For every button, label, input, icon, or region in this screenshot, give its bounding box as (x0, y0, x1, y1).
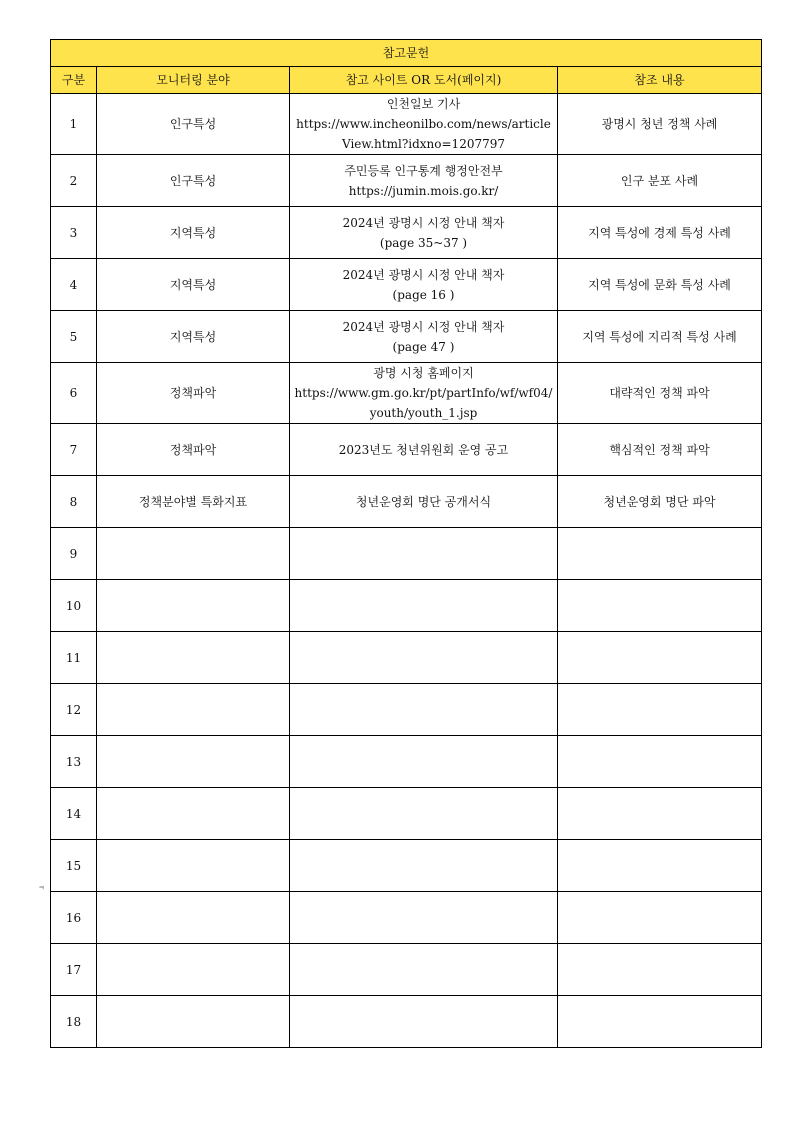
row-content (558, 996, 762, 1048)
row-field (97, 788, 290, 840)
row-field: 지역특성 (97, 259, 290, 311)
table-title-row (51, 40, 762, 67)
row-content: 청년운영회 명단 파악 (558, 476, 762, 528)
row-number: 17 (51, 944, 97, 996)
row-content: 지역 특성에 지리적 특성 사례 (558, 311, 762, 363)
row-source (290, 528, 558, 580)
row-content: 지역 특성에 문화 특성 사례 (558, 259, 762, 311)
table-row (51, 892, 762, 944)
row-source (290, 424, 558, 476)
row-source (290, 580, 558, 632)
table-row (51, 528, 762, 580)
source-line: 주민등록 인구통계 행정안전부 (344, 163, 503, 178)
table-row (51, 94, 762, 155)
row-source (290, 363, 558, 424)
source-line: 2024년 광명시 시정 안내 책자 (342, 215, 505, 230)
row-field: 인구특성 (97, 155, 290, 207)
table-row (51, 311, 762, 363)
table-row (51, 944, 762, 996)
source-line: https://www.gm.go.kr/pt/partInfo/wf/wf04/youth/youth_1.jsp (294, 386, 553, 420)
source-line: 2023년도 청년위원회 운영 공고 (338, 442, 509, 457)
table-header-row (51, 67, 762, 94)
table-row (51, 996, 762, 1048)
row-number: 2 (51, 155, 97, 207)
row-field (97, 580, 290, 632)
row-number: 5 (51, 311, 97, 363)
row-field (97, 632, 290, 684)
row-content: 지역 특성에 경제 특성 사례 (558, 207, 762, 259)
row-content (558, 892, 762, 944)
row-content (558, 632, 762, 684)
header-source: 참고 사이트 OR 도서(페이지) (290, 67, 558, 94)
header-number: 구분 (51, 67, 97, 94)
row-field: 지역특성 (97, 207, 290, 259)
row-number: 16 (51, 892, 97, 944)
row-number: 9 (51, 528, 97, 580)
row-source (290, 311, 558, 363)
row-content (558, 528, 762, 580)
row-content: 대략적인 정책 파악 (558, 363, 762, 424)
table-row (51, 476, 762, 528)
row-number: 18 (51, 996, 97, 1048)
row-field (97, 892, 290, 944)
table-row (51, 788, 762, 840)
table-body (51, 94, 762, 1048)
table-row (51, 580, 762, 632)
row-field: 인구특성 (97, 94, 290, 155)
source-line: 청년운영회 명단 공개서식 (355, 494, 492, 509)
row-number: 11 (51, 632, 97, 684)
source-line: 인천일보 기사 (386, 97, 461, 111)
reference-table (50, 39, 762, 1048)
row-field: 정책분야별 특화지표 (97, 476, 290, 528)
row-source (290, 476, 558, 528)
row-source (290, 632, 558, 684)
row-content: 인구 분포 사례 (558, 155, 762, 207)
row-number: 10 (51, 580, 97, 632)
table-row (51, 363, 762, 424)
margin-mark: ㅋ (38, 884, 45, 892)
row-field (97, 528, 290, 580)
row-content: 광명시 청년 정책 사례 (558, 94, 762, 155)
row-field: 정책파악 (97, 363, 290, 424)
table-row (51, 155, 762, 207)
table-row (51, 632, 762, 684)
row-number: 3 (51, 207, 97, 259)
source-line: 2024년 광명시 시정 안내 책자 (342, 319, 505, 334)
row-content: 핵심적인 정책 파악 (558, 424, 762, 476)
source-line: https://jumin.mois.go.kr/ (348, 183, 499, 198)
row-source (290, 944, 558, 996)
row-source (290, 684, 558, 736)
table-row (51, 207, 762, 259)
row-number: 14 (51, 788, 97, 840)
row-content (558, 580, 762, 632)
row-number: 8 (51, 476, 97, 528)
row-source (290, 996, 558, 1048)
source-line: 광명 시청 홈페이지 (373, 366, 474, 380)
row-field (97, 944, 290, 996)
table-row (51, 684, 762, 736)
row-number: 1 (51, 94, 97, 155)
header-field: 모니터링 분야 (97, 67, 290, 94)
row-number: 15 (51, 840, 97, 892)
row-content (558, 736, 762, 788)
row-content (558, 944, 762, 996)
row-source (290, 259, 558, 311)
source-line: https://www.incheonilbo.com/news/articleView.html?idxno=1207797 (296, 117, 551, 151)
row-number: 4 (51, 259, 97, 311)
row-field (97, 996, 290, 1048)
table-row (51, 736, 762, 788)
row-content (558, 684, 762, 736)
row-field (97, 736, 290, 788)
row-content (558, 840, 762, 892)
row-number: 7 (51, 424, 97, 476)
row-source (290, 788, 558, 840)
row-field: 정책파악 (97, 424, 290, 476)
row-source (290, 155, 558, 207)
table-title: 참고문헌 (51, 40, 762, 67)
row-source (290, 892, 558, 944)
source-line: (page 16 ) (392, 287, 455, 302)
row-source (290, 736, 558, 788)
header-content: 참조 내용 (558, 67, 762, 94)
row-field (97, 684, 290, 736)
row-source (290, 840, 558, 892)
row-field (97, 840, 290, 892)
row-number: 6 (51, 363, 97, 424)
row-number: 13 (51, 736, 97, 788)
source-line: (page 35~37 ) (379, 235, 468, 250)
row-field: 지역특성 (97, 311, 290, 363)
row-number: 12 (51, 684, 97, 736)
row-source (290, 207, 558, 259)
table-row (51, 259, 762, 311)
row-source (290, 94, 558, 155)
table-row (51, 840, 762, 892)
table-row (51, 424, 762, 476)
source-line: 2024년 광명시 시정 안내 책자 (342, 267, 505, 282)
row-content (558, 788, 762, 840)
source-line: (page 47 ) (392, 339, 455, 354)
